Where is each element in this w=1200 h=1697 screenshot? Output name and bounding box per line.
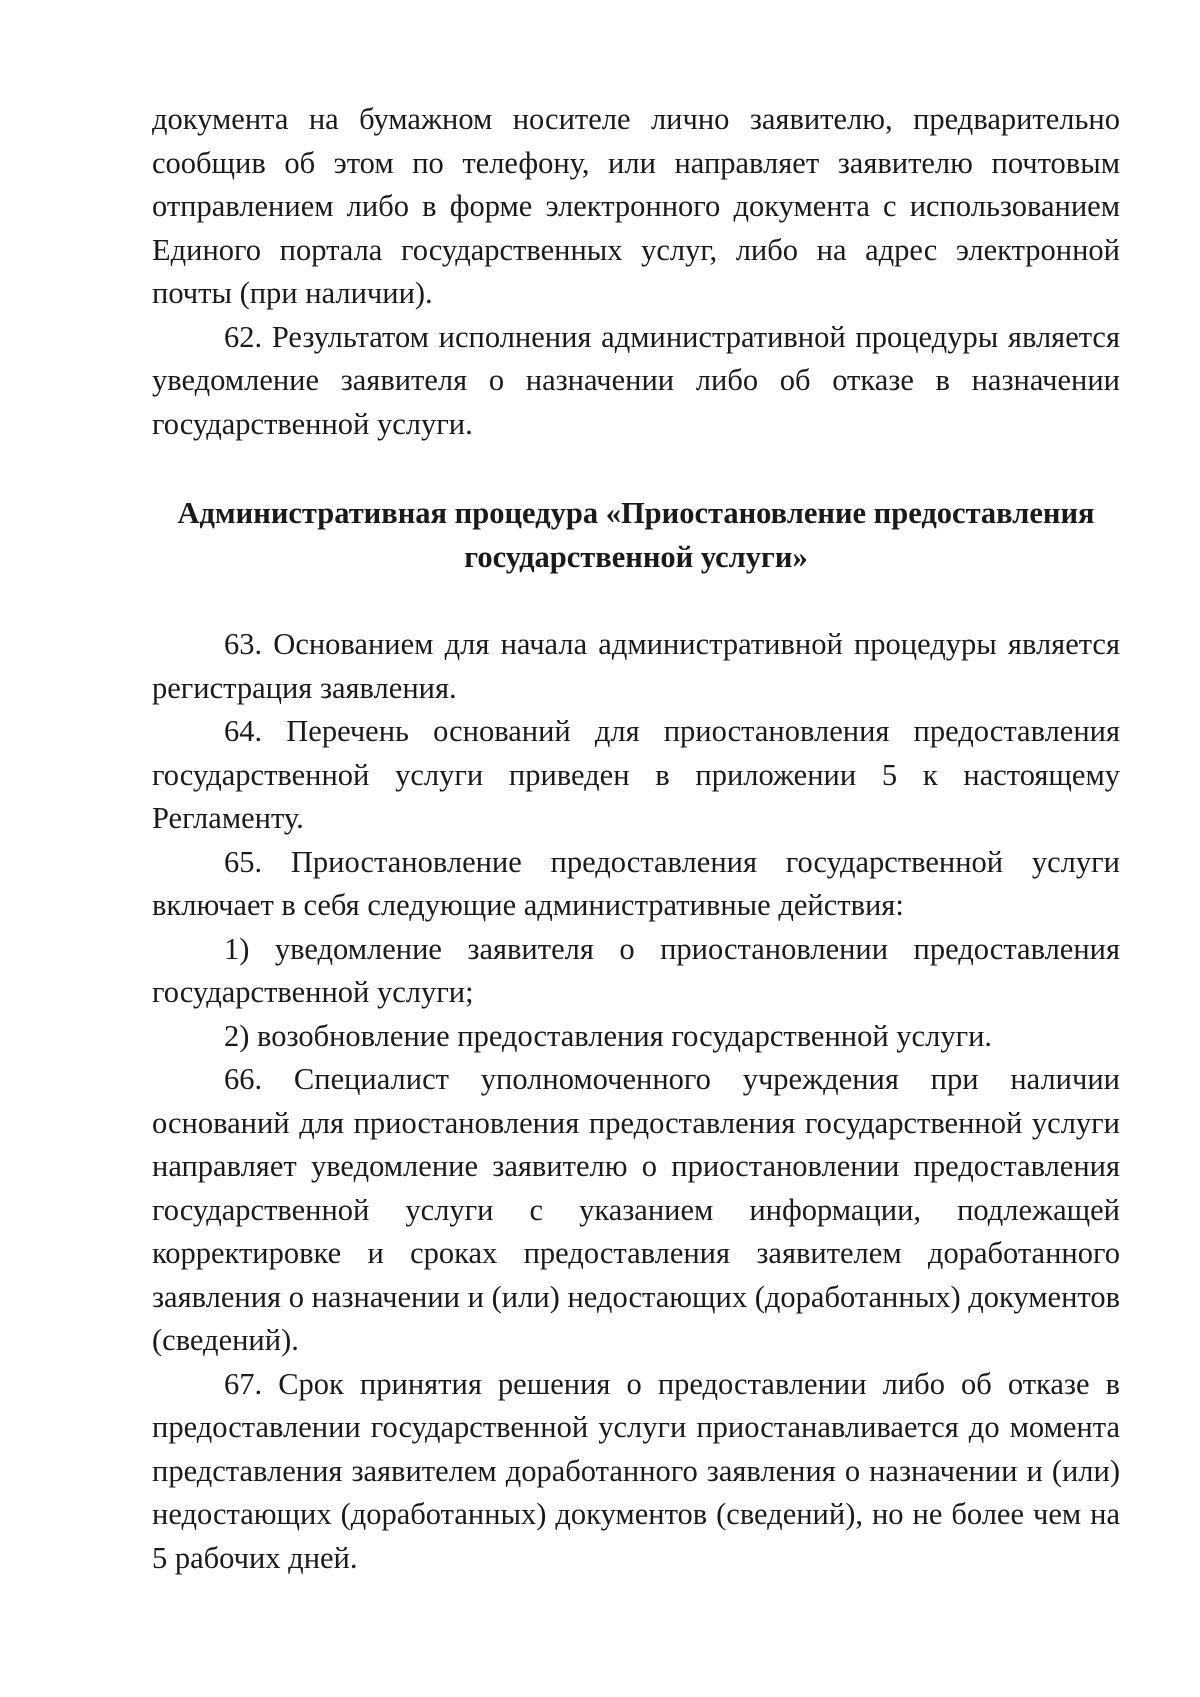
paragraph-64: 64. Перечень оснований для приостановления предоставления государственной услуги приведен в приложении 5 к настоящему Регламенту. <box>152 714 1120 835</box>
paragraph-66: 66. Специалист уполномоченного учреждения при наличии оснований для приостановления предоставления государственной услуги направляет уведомление заявителю о приостановлении предоставления государственной услуги с указанием информации, подлежащей корректировке и сроках предоставления заявителем доработанного заявления о назначении и (или) недостающих (доработанных) документов (сведений). <box>152 1062 1120 1357</box>
paragraph-62: 62. Результатом исполнения административной процедуры является уведомление заявителя о назначении либо об отказе в назначении государственной услуги. <box>152 319 1120 441</box>
paragraph-65-item-2: 2) возобновление предоставления государственной услуги. <box>224 1018 993 1053</box>
document-body <box>152 98 1120 1580</box>
paragraph-63: 63. Основанием для начала административной процедуры является регистрация заявления. <box>152 627 1120 705</box>
paragraph-65: 65. Приостановление предоставления государственной услуги включает в себя следующие административные действия: <box>152 844 1120 922</box>
paragraph-65-item-1: 1) уведомление заявителя о приостановлении предоставления государственной услуги; <box>152 931 1120 1009</box>
paragraph-67: 67. Срок принятия решения о предоставлении либо об отказе в предоставлении государственной услуги приостанавливается до момента представления заявителем доработанного заявления о назначении и (или) недостающих (доработанных) документов (сведений), но не более чем на 5 рабочих дней. <box>152 1366 1120 1575</box>
paragraph-61-continuation: документа на бумажном носителе лично заявителю, предварительно сообщив об этом по телефону, или направляет заявителю почтовым отправлением либо в форме электронного документа с использованием Единого портала государственных услуг, либо на адрес электронной почты (при наличии). <box>152 102 1120 310</box>
section-heading: Административная процедура «Приостановление предоставления государственной услуги» <box>177 496 1095 574</box>
